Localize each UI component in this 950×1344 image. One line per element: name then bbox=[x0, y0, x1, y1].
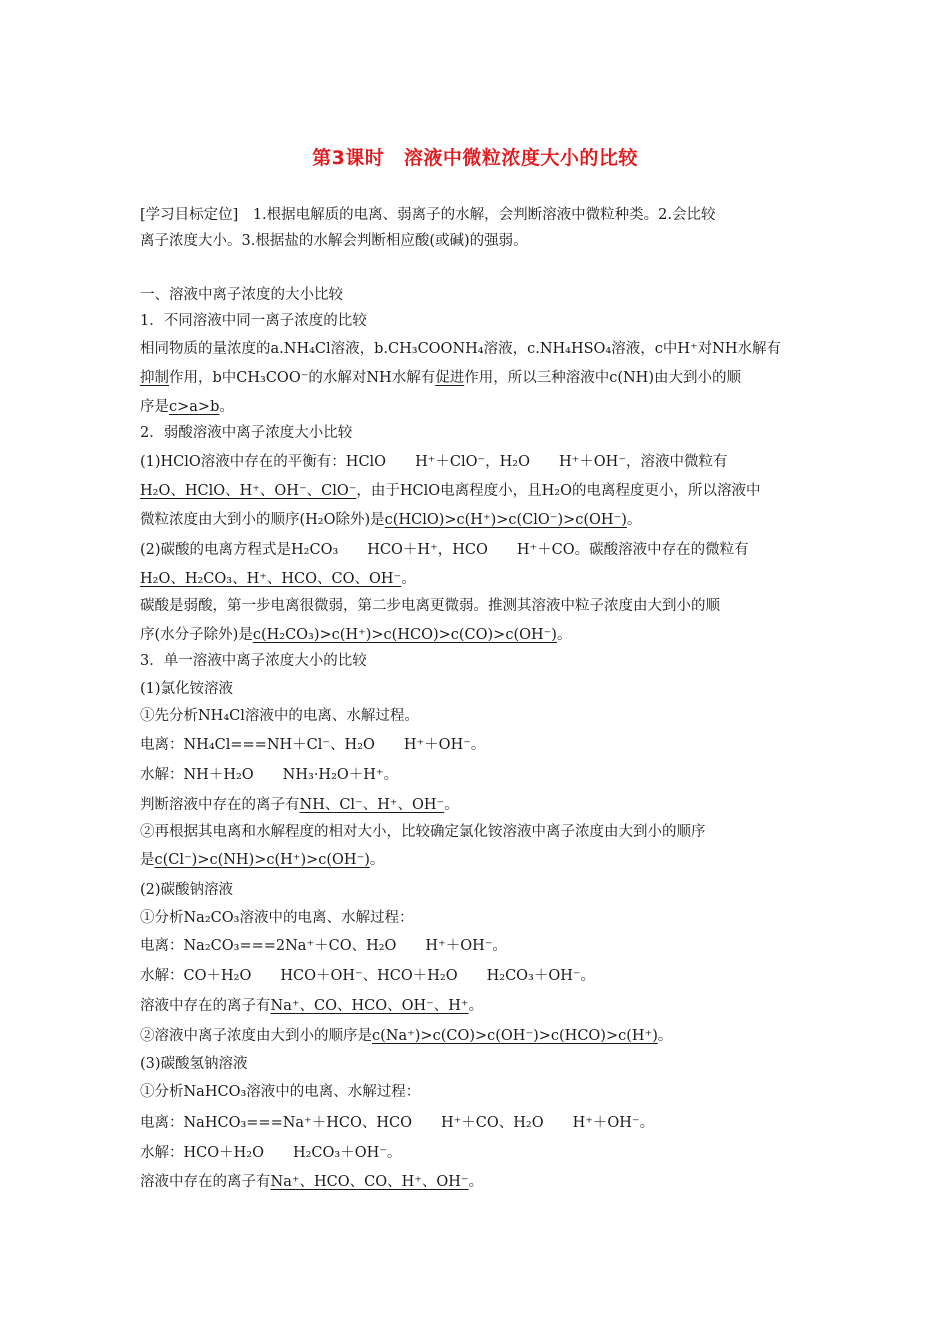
text-segment: (1)氯化铵溶液 bbox=[140, 681, 234, 697]
text-segment: 微粒浓度由大到小的顺序(H₂O除外)是 bbox=[140, 512, 385, 528]
text-segment: 水解：CO＋H₂O HCO＋OH⁻、HCO＋H₂O H₂CO₃＋OH⁻。 bbox=[140, 968, 596, 984]
text-line bbox=[140, 1054, 248, 1074]
text-segment: 相同物质的量浓度的a.NH₄Cl溶液，b.CH₃COONH₄溶液，c.NH₄HSO₄溶液，c中H⁺对NH水解有 bbox=[140, 341, 781, 357]
text-segment: 。 bbox=[444, 797, 459, 813]
text-segment: [学习目标定位] 1.根据电解质的电离、弱离子的水解，会判断溶液中微粒种类。2.会比较 bbox=[140, 207, 716, 223]
answer-text: c(Na⁺)>c(CO)>c(OH⁻)>c(HCO)>c(H⁺) bbox=[372, 1028, 658, 1044]
text-segment: 作用，所以三种溶液中c(NH)由大到小的顺 bbox=[464, 370, 741, 386]
text-segment: 。 bbox=[369, 852, 385, 868]
text-segment: 2．弱酸溶液中离子浓度大小比较 bbox=[140, 425, 353, 441]
text-line bbox=[140, 1026, 672, 1046]
text-line bbox=[140, 1082, 420, 1102]
text-segment: (3)碳酸氢钠溶液 bbox=[140, 1056, 248, 1072]
text-line bbox=[140, 936, 507, 956]
text-segment: 溶液中存在的离子有 bbox=[140, 1174, 271, 1190]
text-segment: 。 bbox=[468, 1174, 484, 1190]
text-line bbox=[140, 452, 727, 472]
text-segment: (2)碳酸的电离方程式是H₂CO₃ HCO＋H⁺，HCO H⁺＋CO。碳酸溶液中存在的微粒有 bbox=[140, 542, 749, 558]
text-line bbox=[140, 1143, 401, 1163]
text-segment: ①分析Na₂CO₃溶液中的电离、水解过程： bbox=[140, 910, 414, 926]
text-line bbox=[140, 397, 234, 417]
text-segment: 是 bbox=[140, 852, 155, 868]
text-segment: 判断溶液中存在的离子有 bbox=[140, 797, 300, 813]
text-segment: 。 bbox=[657, 1028, 673, 1044]
text-line bbox=[140, 569, 416, 589]
text-line bbox=[140, 205, 715, 225]
text-segment: 溶液中存在的离子有 bbox=[140, 998, 271, 1014]
answer-text: c>a>b bbox=[169, 399, 220, 415]
answer-text: Na⁺、HCO、CO、H⁺、OH⁻ bbox=[270, 1174, 469, 1190]
text-line bbox=[140, 651, 367, 671]
text-line bbox=[140, 850, 384, 870]
text-line bbox=[140, 706, 419, 726]
text-line bbox=[140, 510, 641, 530]
text-segment: 。 bbox=[219, 399, 234, 415]
answer-text: c(Cl⁻)>c(NH)>c(H⁺)>c(OH⁻) bbox=[154, 852, 370, 868]
text-line bbox=[140, 231, 528, 251]
text-segment: 电离：NH₄Cl===NH＋Cl⁻、H₂O H⁺＋OH⁻。 bbox=[140, 737, 486, 753]
text-segment: (2)碳酸钠溶液 bbox=[140, 882, 234, 898]
page-title: 第3课时 溶液中微粒浓度大小的比较 bbox=[312, 147, 638, 169]
text-line bbox=[140, 596, 720, 616]
text-line bbox=[140, 996, 483, 1016]
text-line bbox=[140, 339, 781, 359]
text-segment: 。 bbox=[556, 627, 572, 643]
answer-text: H₂O、HClO、H⁺、OH⁻、ClO⁻ bbox=[140, 483, 357, 499]
answer-text: 促进 bbox=[435, 370, 465, 386]
text-line bbox=[140, 908, 413, 928]
answer-text: NH、Cl⁻、H⁺、OH⁻ bbox=[299, 797, 445, 813]
text-line bbox=[140, 880, 233, 900]
text-line bbox=[140, 795, 459, 815]
text-segment: ，由于HClO电离程度小，且H₂O的电离程度更小，所以溶液中 bbox=[356, 483, 761, 499]
text-line bbox=[140, 625, 571, 645]
answer-text: c(H₂CO₃)>c(H⁺)>c(HCO)>c(CO)>c(OH⁻) bbox=[252, 627, 557, 643]
text-segment: 。 bbox=[468, 998, 484, 1014]
text-segment: 3．单一溶液中离子浓度大小的比较 bbox=[140, 653, 367, 669]
text-line bbox=[140, 540, 749, 560]
answer-text: Na⁺、CO、HCO、OH⁻、H⁺ bbox=[270, 998, 469, 1014]
text-segment: (1)HClO溶液中存在的平衡有：HClO H⁺＋ClO⁻，H₂O H⁺＋OH⁻，溶液中微粒有 bbox=[140, 454, 728, 470]
text-segment: 碳酸是弱酸，第一步电离很微弱，第二步电离更微弱。推测其溶液中粒子浓度由大到小的顺 bbox=[140, 598, 720, 614]
text-segment: 1．不同溶液中同一离子浓度的比较 bbox=[140, 313, 367, 329]
text-line bbox=[140, 311, 367, 331]
text-segment: 。 bbox=[401, 571, 416, 587]
text-segment: 电离：NaHCO₃===Na⁺＋HCO、HCO H⁺＋CO、H₂O H⁺＋OH⁻。 bbox=[140, 1115, 655, 1131]
text-segment: 一、溶液中离子浓度的大小比较 bbox=[140, 287, 343, 303]
text-segment: ①先分析NH₄Cl溶液中的电离、水解过程。 bbox=[140, 708, 419, 724]
text-line bbox=[140, 966, 595, 986]
text-line bbox=[140, 1113, 654, 1133]
text-line bbox=[140, 368, 741, 388]
text-segment: ②溶液中离子浓度由大到小的顺序是 bbox=[140, 1028, 372, 1044]
text-line bbox=[140, 735, 485, 755]
text-line bbox=[140, 1172, 483, 1192]
answer-text: c(HClO)>c(H⁺)>c(ClO⁻)>c(OH⁻) bbox=[384, 512, 627, 528]
text-segment: ②再根据其电离和水解程度的相对大小，比较确定氯化铵溶液中离子浓度由大到小的顺序 bbox=[140, 824, 706, 840]
text-segment: 作用，b中CH₃COO⁻的水解对NH水解有 bbox=[169, 370, 436, 386]
text-line bbox=[140, 481, 760, 501]
text-segment: 序是 bbox=[140, 399, 169, 415]
answer-text: H₂O、H₂CO₃、H⁺、HCO、CO、OH⁻ bbox=[140, 571, 402, 587]
text-segment: 。 bbox=[626, 512, 642, 528]
text-line bbox=[140, 765, 398, 785]
answer-text: 抑制 bbox=[140, 370, 169, 386]
text-segment: 水解：HCO＋H₂O H₂CO₃＋OH⁻。 bbox=[140, 1145, 402, 1161]
text-line bbox=[140, 423, 352, 443]
text-segment: ①分析NaHCO₃溶液中的电离、水解过程： bbox=[140, 1084, 421, 1100]
text-segment: 离子浓度大小。3.根据盐的水解会判断相应酸(或碱)的强弱。 bbox=[140, 233, 528, 249]
text-segment: 电离：Na₂CO₃===2Na⁺＋CO、H₂O H⁺＋OH⁻。 bbox=[140, 938, 507, 954]
text-segment: 序(水分子除外)是 bbox=[140, 627, 253, 643]
text-line bbox=[140, 679, 233, 699]
text-segment: 水解：NH＋H₂O NH₃·H₂O＋H⁺。 bbox=[140, 767, 399, 783]
text-line bbox=[140, 285, 343, 305]
text-line bbox=[140, 822, 706, 842]
